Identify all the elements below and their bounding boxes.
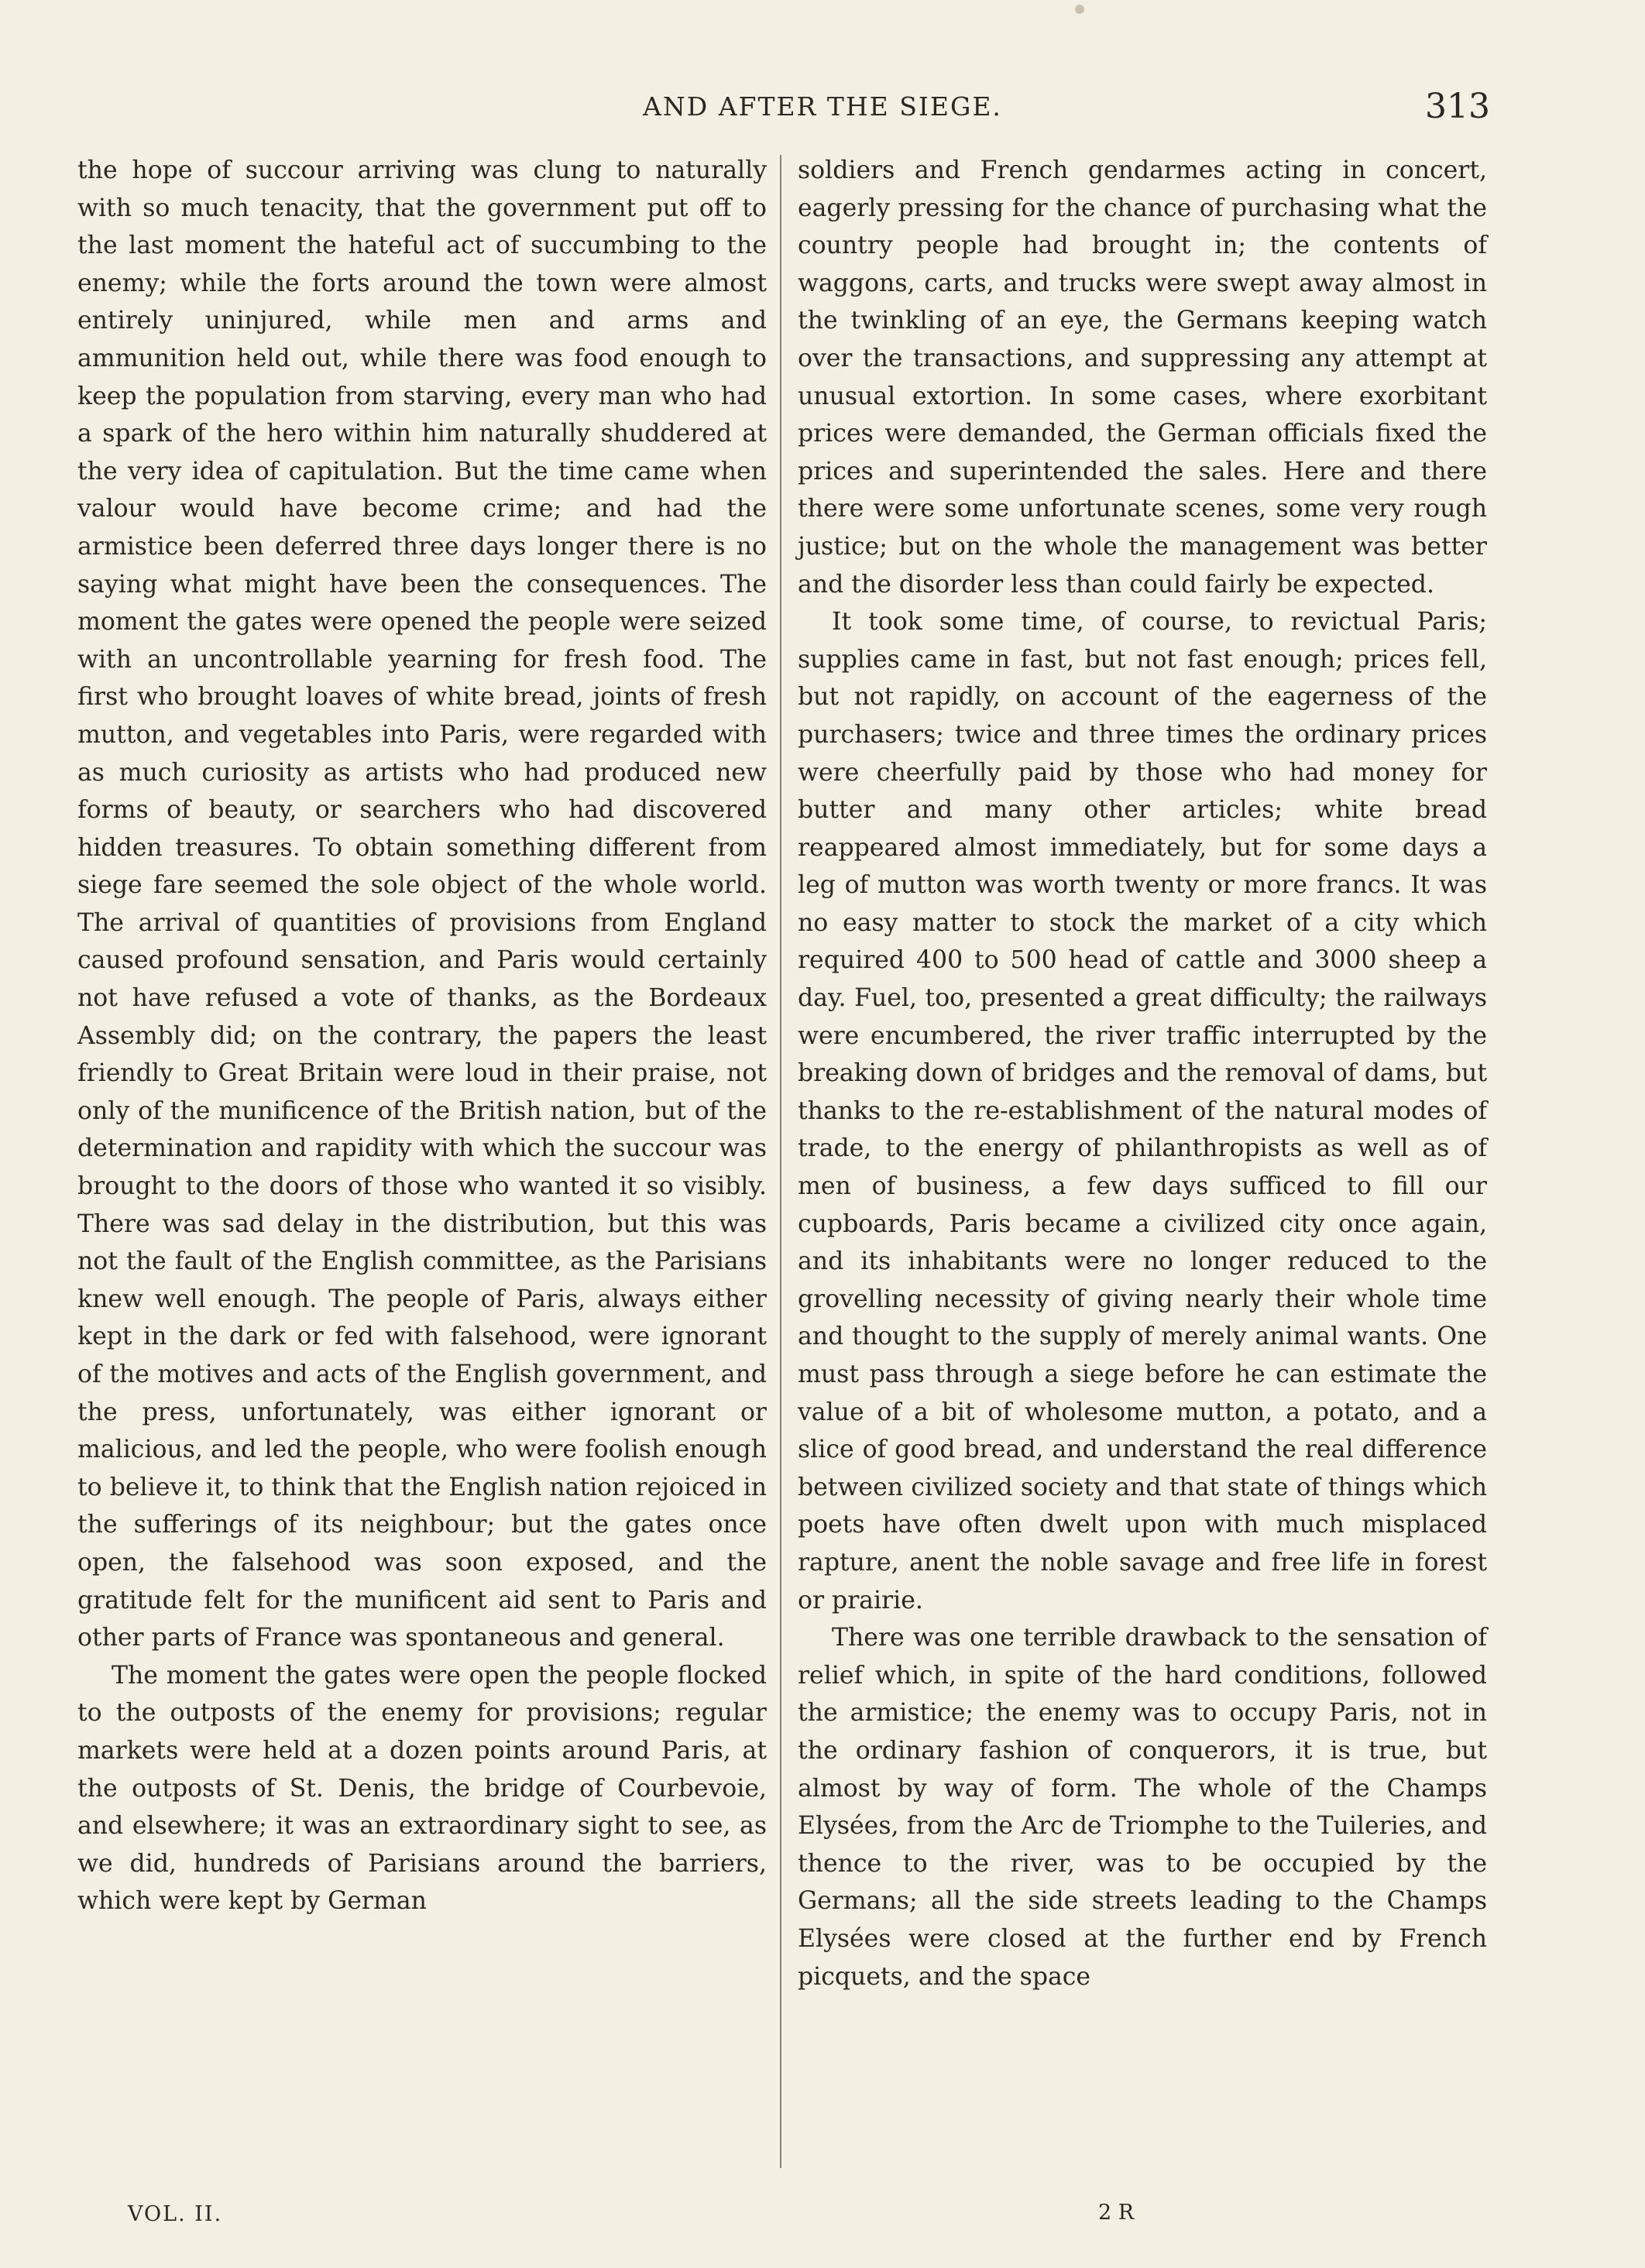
left-paragraph-2: The moment the gates were open the people flocked to the outposts of the enemy for provisions; regular markets were held at a dozen points around Paris, at the outposts of St. Denis, the bridge of Courbevoie, and elsewhere; it was an extraordinary sight to see, as we did, hundreds of Parisians around the barriers, which were kept by German [77,1661,767,1916]
right-column [798,152,1487,1995]
printer-signature: 2 R [1098,2201,1135,2225]
right-paragraph-3: There was one terrible drawback to the sensation of relief which, in spite of the hard conditions, followed the armistice; the enemy was to occupy Paris, not in the ordinary fashion of conquerors, it is true, but almost by way of form. The whole of the Champs Elysées, from the Arc de Triomphe to the Tuileries, and thence to the river, was to be occupied by the Germans; all the side streets leading to the Champs Elysées were closed at the further end by French picquets, and the space [798,1624,1487,1991]
right-paragraph-1: soldiers and French gendarmes acting in concert, eagerly pressing for the chance of purchasing what the country people had brought in; the contents of waggons, carts, and trucks were swept away almost in the twinkling of an eye, the Germans keeping watch over the transactions, and suppressing any attempt at unusual extortion. In some cases, where exorbitant prices were demanded, the German officials fixed the prices and superintended the sales. Here and there there were some unfortunate scenes, some very rough justice; but on the whole the management was better and the disorder less than could fairly be expected. [798,156,1487,599]
left-column [77,152,767,1920]
volume-label: VOL. II. [128,2202,223,2226]
ink-spot [1075,5,1084,14]
left-paragraph-1: the hope of succour arriving was clung to naturally with so much tenacity, that the government put off to the last moment the hateful act of succumbing to the enemy; while the forts around the town were almost entirely uninjured, while men and arms and ammunition held out, while there was food enough to keep the population from starving, every man who had a spark of the hero within him naturally shuddered at the very idea of capitulation. But the time came when valour would have become crime; and had the armistice been deferred three days longer there is no saying what might have been the consequences. The moment the gates were opened the people were seized with an uncontrollable yearning for fresh food. The first who brought loaves of white bread, joints of fresh mutton, and vegetables into Paris, were regarded with as much curiosity as artists who had produced new forms of beauty, or searchers who had discovered hidden treasures. To obtain something different from siege fare seemed the sole object of the whole world. The arrival of quantities of provisions from England caused profound sensation, and Paris would certainly not have refused a vote of thanks, as the Bordeaux Assembly did; on the contrary, the papers the least friendly to Great Britain were loud in their praise, not only of the munificence of the British nation, but of the determination and rapidity with which the succour was brought to the doors of those who wanted it so visibly. There was sad delay in the distribution, but this was not the fault of the English committee, as the Parisians knew well enough. The people of Paris, always either kept in the dark or fed with falsehood, were ignorant of the motives and acts of the English government, and the press, unfortunately, was either ignorant or malicious, and led the people, who were foolish enough to believe it, to think that the English nation rejoiced in the sufferings of its neighbour; but the gates once open, the falsehood was soon exposed, and the gratitude felt for the munificent aid sent to Paris and other parts of France was spontaneous and general. [77,156,767,1652]
page-number: 313 [1425,87,1490,126]
running-header: AND AFTER THE SIEGE. [643,91,1002,122]
right-paragraph-2: It took some time, of course, to revictual Paris; supplies came in fast, but not fast enough; prices fell, but not rapidly, on account of the eagerness of the purchasers; twice and three times the ordinary prices were cheerfully paid by those who had money for butter and many other articles; white bread reappeared almost immediately, but for some days a leg of mutton was worth twenty or more francs. It was no easy matter to stock the market of a city which required 400 to 500 head of cattle and 3000 sheep a day. Fuel, too, presented a great difficulty; the railways were encumbered, the river traffic interrupted by the breaking down of bridges and the removal of dams, but thanks to the re-establishment of the natural modes of trade, to the energy of philanthropists as well as of men of business, a few days sufficed to fill our cupboards, Paris became a civilized city once again, and its inhabitants were no longer reduced to the grovelling necessity of giving nearly their whole time and thought to the supply of merely animal wants. One must pass through a siege before he can estimate the value of a bit of wholesome mutton, a potato, and a slice of good bread, and understand the real difference between civilized society and that state of things which poets have often dwelt upon with much misplaced rapture, anent the noble savage and free life in forest or prairie. [798,608,1487,1614]
column-divider [780,155,781,2168]
